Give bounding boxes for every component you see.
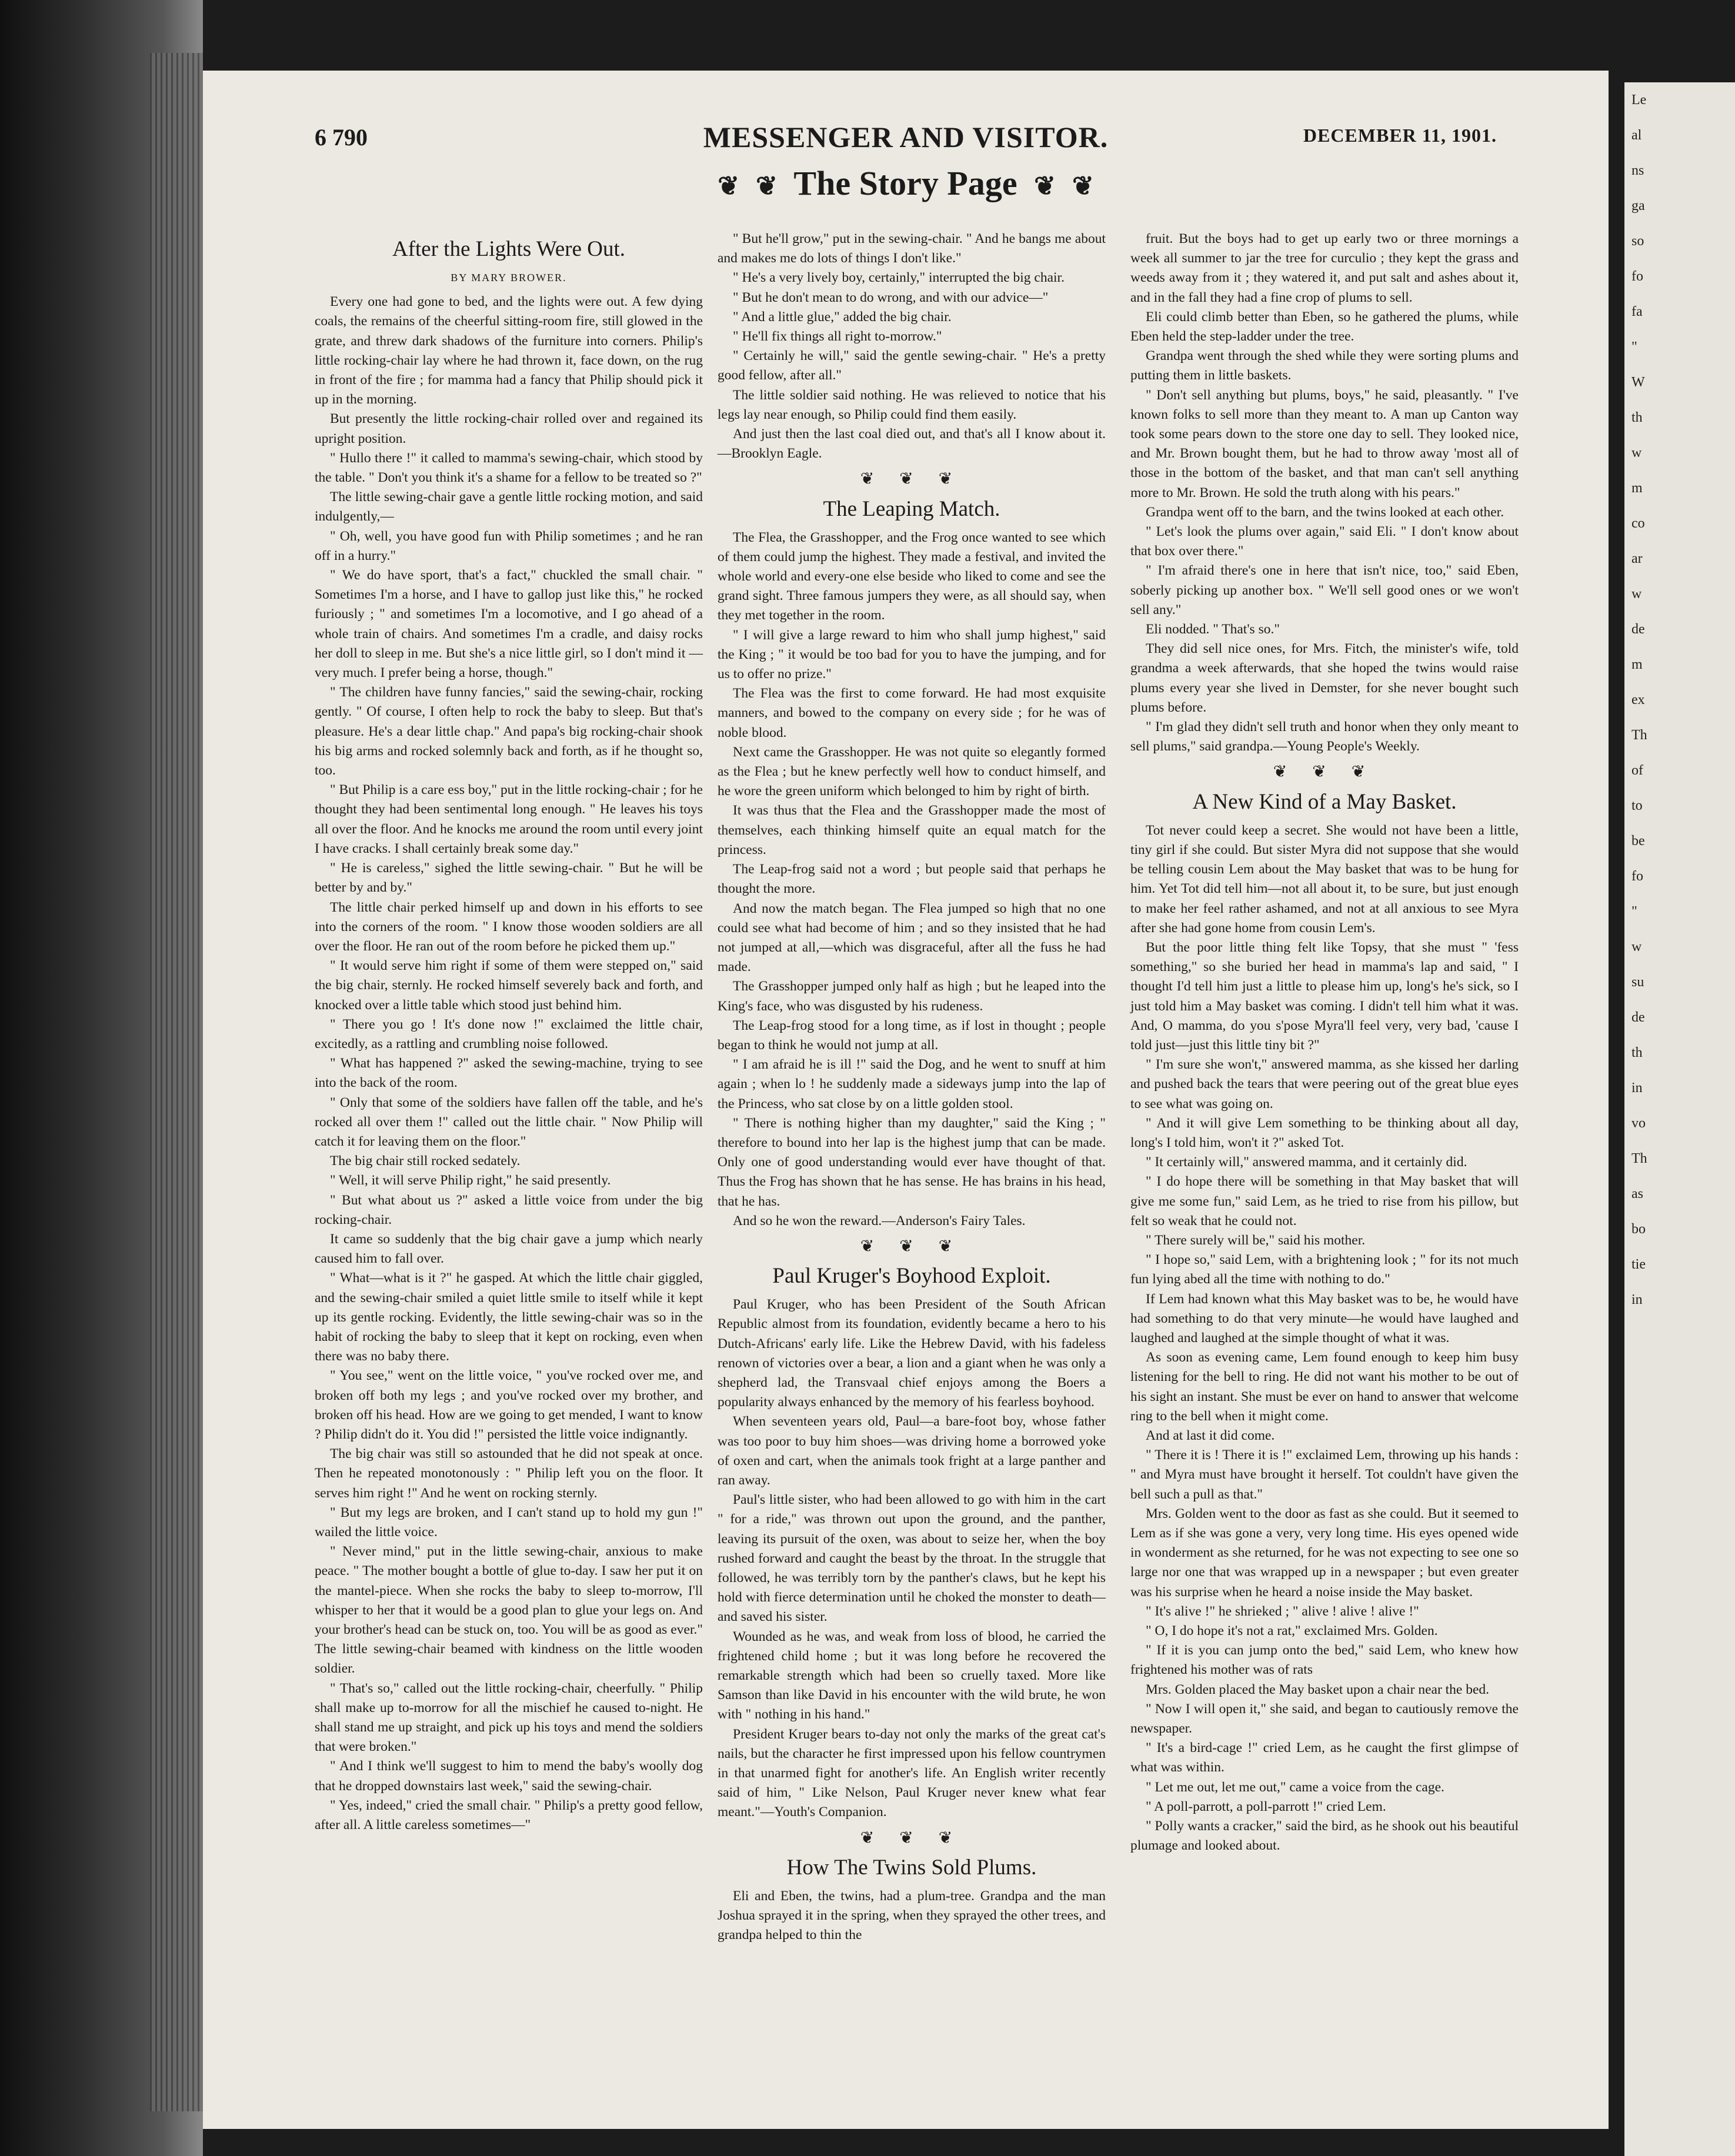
article-paragraph: The big chair was still so astounded that he did not speak at once. Then he repeated monotonously : " Philip left you on the floor. It serves him right !" And he went on rocking sternly.: [315, 1446, 703, 1501]
adjacent-page-fragment: al: [1631, 128, 1642, 143]
article-separator: ❦ ❦ ❦: [1273, 763, 1376, 782]
article-paragraph: The Leap-frog said not a word ; but people said that perhaps he thought the more.: [718, 862, 1106, 897]
article-byline: BY MARY BROWER.: [451, 272, 567, 283]
article-paragraph: " He is careless," sighed the little sewing-chair. " But he will be better by and by.": [315, 860, 703, 896]
binding-edge: [150, 53, 203, 2111]
section-title-row: [203, 163, 1609, 203]
article-paragraph: Mrs. Golden went to the door as fast as she could. But it seemed to Lem as if she was gone a very, very long time. His eyes opened wide in wonderment as she returned, for he was not expecting to see one so large nor one that was wrapped up in a newspaper ; but even greater was his surprise when he heard a noise inside the May basket.: [1130, 1506, 1519, 1600]
article-paragraph: " There is nothing higher than my daughter," said the King ; " therefore to bound into her lap is the highest jump that can be made. Only one of good understanding would ever have thought of that. Thus the Frog has shown that he has sense. He has brains in his head, that he has.: [718, 1115, 1106, 1209]
article-paragraph: But the poor little thing felt like Topsy, that she must " 'fess something," so she buried her head in mamma's lap and said, " I thought I'd tell him just a little to please him up, long's he's sick, so I just told him a May basket was coming. I didn't tell him what it was. And, O mamma, do you s'pose Myra'll feel very, very bad, 'cause I told just—just this little tiny bit ?": [1130, 939, 1519, 1053]
article-paragraph: When seventeen years old, Paul—a bare-foot boy, whose father was too poor to buy him shoes—was driving home a borrowed yoke of oxen and cart, when the animals took fright at a large panther and ran away.: [718, 1414, 1106, 1488]
article-paragraph: And now the match began. The Flea jumped so high that no one could see what had become of him ; and so they insisted that he had not jumped at all,—which was disgraceful, after all the fuss he had made.: [718, 900, 1106, 975]
article-paragraph: " He'll fix things all right to-morrow.": [733, 329, 942, 345]
adjacent-page-fragment: th: [1631, 1045, 1643, 1060]
adjacent-page-fragment: vo: [1631, 1116, 1646, 1131]
article-paragraph: " A poll-parrott, a poll-parrott !" cried Lem.: [1146, 1798, 1386, 1814]
article-separator: ❦ ❦ ❦: [860, 1828, 963, 1847]
article-paragraph: The Leap-frog stood for a long time, as if lost in thought ; people began to think he would not jump at all.: [718, 1017, 1106, 1053]
adjacent-page-fragment: in: [1631, 1080, 1643, 1096]
adjacent-page-fragment: ex: [1631, 692, 1645, 707]
article-paragraph: Next came the Grasshopper. He was not quite so elegantly formed as the Flea ; but he knew perfectly well how to conduct himself, and he wore the green uniform which belonged to him by right of birth.: [718, 744, 1106, 799]
article-paragraph: " There you go ! It's done now !" exclaimed the little chair, excitedly, as a rattling and crumbling noise followed.: [315, 1016, 703, 1052]
article-paragraph: But presently the little rocking-chair rolled over and regained its upright position.: [315, 411, 703, 446]
article-paragraph: " I'm sure she won't," answered mamma, as she kissed her darling and pushed back the tears that were peering out of the great blue eyes to see what was going on.: [1130, 1057, 1519, 1112]
article-paragraph: Tot never could keep a secret. She would not have been a little, tiny girl if she could. But sister Myra did not suppose that she would be telling cousin Lem about the May basket that was to be hung for him. Yet Tot did tell him—not all about it, to be sure, but just enough to make her feel rather ashamed, and not at all anxious to see Myra after she had gone home from cousin Lem's.: [1130, 822, 1519, 936]
page-number: 6 790: [315, 124, 368, 151]
adjacent-page-fragment: of: [1631, 763, 1643, 778]
column-1: [315, 229, 703, 1835]
article-paragraph: " But what about us ?" asked a little voice from under the big rocking-chair.: [315, 1192, 703, 1227]
article-paragraph: " What has happened ?" asked the sewing-machine, trying to see into the back of the room.: [315, 1056, 703, 1091]
article-paragraph: " O, I do hope it's not a rat," exclaimed Mrs. Golden.: [1146, 1623, 1438, 1639]
article-paragraph: Grandpa went off to the barn, and the twins looked at each other.: [1146, 504, 1504, 520]
adjacent-page-fragment: Th: [1631, 1151, 1647, 1166]
article-title: After the Lights Were Out.: [392, 237, 626, 261]
adjacent-page-fragment: de: [1631, 622, 1645, 637]
adjacent-page-fragment: th: [1631, 410, 1643, 425]
article-paragraph: Eli could climb better than Eben, so he gathered the plums, while Eben held the step-ladder under the tree.: [1130, 309, 1519, 345]
dateline: DECEMBER 11, 1901.: [1303, 125, 1497, 146]
adjacent-page-fragment: fo: [1631, 869, 1643, 884]
adjacent-page-fragment: Th: [1631, 727, 1647, 743]
article-paragraph: Paul Kruger, who has been President of the South African Republic almost from its foundation, evidently became a hero to his Dutch-Africans' early life. Like the Hebrew David, with his fadeless renown of victories over a bear, a lion and a giant when he was only a shepherd lad, the Transvaal chief enjoys among the Boers a popularity always enhanced by the memory of his fearless boyhood.: [718, 1297, 1106, 1410]
article-paragraph: " We do have sport, that's a fact," chuckled the small chair. " Sometimes I'm a horse, and I have to gallop just like this," he rocked furiously ; " and sometimes I'm a locomotive, and I go ahead of a whole train of chairs. And sometimes I'm a cradle, and daisy rocks her doll to sleep in me. But she's a nice little girl, so I don't mind it —very much. I prefer being a horse, though.": [315, 568, 703, 681]
adjacent-page-fragment: as: [1631, 1186, 1643, 1202]
column-2: [718, 229, 1106, 1945]
article-paragraph: " Let me out, let me out," came a voice from the cage.: [1146, 1779, 1444, 1795]
adjacent-page-edge: [1624, 82, 1735, 2156]
adjacent-page-fragment: tie: [1631, 1257, 1646, 1272]
article-paragraph: " Yes, indeed," cried the small chair. " Philip's a pretty good fellow, after all. A little careless sometimes—": [315, 1797, 703, 1833]
article-paragraph: " Hullo there !" it called to mamma's sewing-chair, which stood by the table. " Don't you think it's a shame for a fellow to be treated so ?": [315, 450, 703, 486]
article-paragraph: fruit. But the boys had to get up early two or three mornings a week all summer to jar the tree for curculio ; they kept the grass and weeds away from it ; they watered it, and put salt and ashes about it, and in the fall they had a fine crop of plums to sell.: [1130, 231, 1519, 305]
article-paragraph: The Grasshopper jumped only half as high ; but he leaped into the King's face, who was disgusted by his rudeness.: [718, 979, 1106, 1014]
adjacent-page-fragment: ar: [1631, 551, 1643, 566]
article-paragraph: " The children have funny fancies," said the sewing-chair, rocking gently. " Of course, I often help to rock the baby to sleep. But that's pleasure. He's a dear little chap." And papa's big rocking-chair shook his big arms and rocked solemnly back and forth, as if he thought so, too.: [315, 685, 703, 779]
adjacent-page-fragment: w: [1631, 445, 1642, 460]
article-paragraph: " Never mind," put in the little sewing-chair, anxious to make peace. " The mother bought a bottle of glue to-day. I saw her put it on the mantel-piece. When she rocks the baby to sleep to-morrow, I'll whisper to her that it would be a good plan to glue your legs on. And your brother's head can be stuck on, too. You will be as good as ever." The little sewing-chair beamed with kindness on the little wooden soldier.: [315, 1544, 703, 1677]
article-paragraph: " What—what is it ?" he gasped. At which the little chair giggled, and the sewing-chair smiled a quiet little smile to itself while it kept up its gentle rocking. Evidently, the little sewing-chair was so in the habit of rocking the baby to sleep that it kept on rocking, even when there was no baby there.: [315, 1270, 703, 1364]
article-paragraph: They did sell nice ones, for Mrs. Fitch, the minister's wife, told grandma a week afterwards, that she hoped the twins would raise plums every year she lived in Demster, for she never bought such plums before.: [1130, 641, 1519, 715]
ornament-icon: ❦: [718, 172, 740, 201]
adjacent-page-fragment: W: [1631, 375, 1645, 390]
article-paragraph: The Flea was the first to come forward. He had most exquisite manners, and bowed to the company on every side ; for he was of noble blood.: [718, 686, 1106, 740]
article-paragraph: Every one had gone to bed, and the lights were out. A few dying coals, the remains of the cheerful sitting-room fire, still glowed in the grate, and threw dark shadows of the furniture into corners. Philip's little rocking-chair lay where he had thrown it, face down, on the rug in front of the fire ; for mamma had a fancy that Philip should pick it up in the morning.: [315, 294, 703, 408]
article-paragraph: As soon as evening came, Lem found enough to keep him busy listening for the bell to ring. He did not want his mother to be out of his sight an instant. She must be ever on hand to answer that welcome ring to the bell when it might come.: [1130, 1350, 1519, 1424]
article-title: A New Kind of a May Basket.: [1192, 789, 1457, 814]
adjacent-page-fragment: in: [1631, 1292, 1643, 1307]
adjacent-page-fragment: Le: [1631, 92, 1647, 108]
article-title: Paul Kruger's Boyhood Exploit.: [772, 1264, 1051, 1289]
article-paragraph: " Well, it will serve Philip right," he said presently.: [330, 1173, 611, 1189]
article-paragraph: It came so suddenly that the big chair gave a jump which nearly caused him to fall over.: [315, 1231, 703, 1267]
article-paragraph: President Kruger bears to-day not only the marks of the great cat's nails, but the character he first impressed upon his fellow countrymen in that unarmed fight for another's life. An English writer recently said of him, " Like Nelson, Paul Kruger never knew what fear meant."—Youth's Companion.: [718, 1726, 1106, 1820]
article-paragraph: The Flea, the Grasshopper, and the Frog once wanted to see which of them could jump the highest. They made a festival, and invited the whole world and every-one else beside who liked to come and see the grand sight. Three famous jumpers they were, as all should say, when they met together in the room.: [718, 529, 1106, 623]
article-paragraph: " I'm glad they didn't sell truth and honor when they only meant to sell plums," said grandpa.—Young People's Weekly.: [1130, 719, 1519, 755]
article-paragraph: " But he'll grow," put in the sewing-chair. " And he bangs me about and makes me do lots of things I don't like.": [718, 231, 1106, 266]
article-paragraph: And at last it did come.: [1146, 1427, 1275, 1443]
article-paragraph: " It's a bird-cage !" cried Lem, as he caught the first glimpse of what was within.: [1130, 1740, 1519, 1775]
article-paragraph: " I'm afraid there's one in here that isn't nice, too," said Eben, soberly picking up another box. " We'll sell good ones or we won't sell any.": [1130, 563, 1519, 618]
article-paragraph: The little soldier said nothing. He was relieved to notice that his legs lay near enough, so Philip could find them easily.: [718, 387, 1106, 422]
masthead: MESSENGER AND VISITOR.: [703, 121, 1109, 153]
article-paragraph: " But Philip is a care ess boy," put in the little rocking-chair ; for he thought they had been sentimental long enough. " He leaves his toys all over the floor. And he knocks me around the room until every joint I have cracks. I shall certainly break some day.": [315, 782, 703, 856]
article-paragraph: " It would serve him right if some of them were stepped on," said the big chair, sternly. He rocked himself severely back and forth, and knocked over a little table which stood just behind him.: [315, 958, 703, 1013]
ornament-icon: ❦: [756, 172, 778, 201]
article-paragraph: " And a little glue," added the big chair.: [733, 309, 952, 325]
article-paragraph: The little sewing-chair gave a gentle little rocking motion, and said indulgently,—: [315, 489, 703, 525]
adjacent-page-fragment: m: [1631, 480, 1643, 496]
section-title: The Story Page: [793, 164, 1017, 202]
adjacent-page-fragment: so: [1631, 233, 1644, 249]
article-paragraph: Grandpa went through the shed while they were sorting plums and putting them in little baskets.: [1130, 348, 1519, 383]
article-title: The Leaping Match.: [823, 496, 1000, 521]
adjacent-page-fragment: fo: [1631, 269, 1643, 284]
article-paragraph: " It certainly will," answered mamma, and it certainly did.: [1146, 1154, 1467, 1170]
ornament-icon: ❦: [1034, 172, 1056, 201]
article-paragraph: " Certainly he will," said the gentle sewing-chair. " He's a pretty good fellow, after all.": [718, 348, 1106, 383]
article-title: How The Twins Sold Plums.: [786, 1855, 1037, 1880]
adjacent-page-fragment: ga: [1631, 198, 1645, 213]
adjacent-page-fragment: fa: [1631, 304, 1643, 319]
article-paragraph: If Lem had known what this May basket was to be, he would have had something to do that very minute—he would have laughed and laughed and laughed at the simple thought of what it was.: [1130, 1291, 1519, 1346]
article-paragraph: The big chair still rocked sedately.: [330, 1153, 520, 1169]
article-paragraph: It was thus that the Flea and the Grasshopper made the most of themselves, each thinking himself quite an equal match for the princess.: [718, 803, 1106, 857]
adjacent-page-fragment: bo: [1631, 1221, 1646, 1237]
article-separator: ❦ ❦ ❦: [860, 1237, 963, 1256]
newspaper-page: [203, 71, 1609, 2129]
adjacent-page-fragment: w: [1631, 939, 1642, 954]
adjacent-page-fragment: co: [1631, 516, 1645, 531]
article-paragraph: " And I think we'll suggest to him to mend the baby's woolly dog that he dropped downstairs last week," said the sewing-chair.: [315, 1758, 703, 1794]
article-paragraph: " I hope so," said Lem, with a brightening look ; " for its not much fun lying abed all the time with nothing to do.": [1130, 1252, 1519, 1287]
article-paragraph: " But he don't mean to do wrong, and with our advice—": [733, 289, 1049, 305]
adjacent-page-fragment: ": [1631, 339, 1637, 355]
article-paragraph: Mrs. Golden placed the May basket upon a chair near the bed.: [1146, 1681, 1490, 1697]
article-paragraph: Eli and Eben, the twins, had a plum-tree. Grandpa and the man Joshua sprayed it in the spring, when they sprayed the other trees, and grandpa helped to thin the: [718, 1888, 1106, 1943]
article-paragraph: " I do hope there will be something in that May basket that will give me some fun," said Lem, as he tried to rise from his pillow, but felt so weak that he could not.: [1130, 1174, 1519, 1229]
article-paragraph: " I will give a large reward to him who shall jump highest," said the King ; " it would be too bad for you to have the jumping, and for us to offer no prize.": [718, 627, 1106, 682]
adjacent-page-fragment: to: [1631, 798, 1643, 813]
article-paragraph: " Oh, well, you have good fun with Philip sometimes ; and he ran off in a hurry.": [315, 528, 703, 563]
article-paragraph: " You see," went on the little voice, " you've rocked over me, and broken off both my legs ; and you've rocked over my brother, and broken off his head. How are we going to get mended, I want to know ? Philip didn't do it. You did !" persisted the little voice indignantly.: [315, 1368, 703, 1442]
adjacent-page-fragment: de: [1631, 1010, 1645, 1025]
article-separator: ❦ ❦ ❦: [860, 470, 963, 489]
article-paragraph: " And it will give Lem something to be thinking about all day, long's I told him, won't it ?" asked Tot.: [1130, 1115, 1519, 1150]
article-paragraph: " There it is ! There it is !" exclaimed Lem, throwing up his hands : " and Myra must have brought it herself. Tot couldn't have given the bell such a pull as that.": [1130, 1447, 1519, 1502]
adjacent-page-fragment: be: [1631, 833, 1645, 849]
article-paragraph: " If it is you can jump onto the bed," said Lem, who knew how frightened his mother was of rats: [1130, 1643, 1519, 1678]
adjacent-page-fragment: ns: [1631, 163, 1644, 178]
article-paragraph: " That's so," called out the little rocking-chair, cheerfully. " Philip shall make up to-morrow for all the mischief he caused to-night. He shall stand me up straight, and pick up his toys and mend the soldiers that were broken.": [315, 1680, 703, 1755]
article-paragraph: The little chair perked himself up and down in his efforts to see into the corners of the room. " I know those wooden soldiers are all over the floor. He ran out of the room before he picked them up.": [315, 899, 703, 954]
article-paragraph: " There surely will be," said his mother.: [1146, 1232, 1366, 1248]
article-paragraph: Wounded as he was, and weak from loss of blood, he carried the frightened child home ; but it was long before he recovered the remarkable strength which had been so cruelly taxed. More like Samson than like David in his encounter with the wild brute, he won with " nothing in his hand.": [718, 1628, 1106, 1723]
adjacent-page-fragment: w: [1631, 586, 1642, 602]
article-paragraph: And so he won the reward.—Anderson's Fairy Tales.: [733, 1213, 1026, 1229]
page-header: [203, 71, 1609, 153]
adjacent-page-fragment: su: [1631, 974, 1644, 990]
adjacent-page-fragment: m: [1631, 657, 1643, 672]
article-paragraph: " I am afraid he is ill !" said the Dog, and he went to snuff at him again ; when lo ! he suddenly made a sideways jump into the lap of the Princess, who sat close by on a little golden stool.: [718, 1057, 1106, 1112]
article-paragraph: " Polly wants a cracker," said the bird, as he shook out his beautiful plumage and looked about.: [1130, 1818, 1519, 1854]
article-paragraph: " Only that some of the soldiers have fallen off the table, and he's rocked all over them !" called out the little chair. " Now Philip will catch it for leaving them on the floor.": [315, 1094, 703, 1149]
article-paragraph: " Don't sell anything but plums, boys," he said, pleasantly. " I've known folks to sell more than they meant to. A man up Canton way took some pears down to the store one day to sell. They looked nice, and Mr. Brown bought them, but he had to throw away 'most all of those in the bottom of the basket, and that man can't sell anything more to Mr. Brown. He sold the truth along with his pears.": [1130, 387, 1519, 500]
column-3: [1130, 229, 1519, 1855]
adjacent-page-fragment: ": [1631, 904, 1637, 919]
article-paragraph: " He's a very lively boy, certainly," interrupted the big chair.: [733, 270, 1065, 286]
article-paragraph: Eli nodded. " That's so.": [1146, 622, 1280, 638]
article-paragraph: " Let's look the plums over again," said Eli. " I don't know about that box over there.": [1130, 524, 1519, 559]
article-paragraph: And just then the last coal died out, and that's all I know about it.—Brooklyn Eagle.: [718, 426, 1106, 462]
article-paragraph: " Now I will open it," she said, and began to cautiously remove the newspaper.: [1130, 1701, 1519, 1737]
ornament-icon: ❦: [1072, 172, 1094, 201]
article-paragraph: " It's alive !" he shrieked ; " alive ! alive ! alive !": [1146, 1603, 1419, 1619]
article-paragraph: Paul's little sister, who had been allowed to go with him in the cart " for a ride," was thrown out upon the ground, and the panther, leaving its pursuit of the oxen, was about to seize her, when the boy rushed forward and caught the beast by the throat. In the struggle that followed, he was terribly torn by the panther's claws, but he kept his hold with fierce determination until he choked the monster to death—and saved his sister.: [718, 1492, 1106, 1625]
article-paragraph: " But my legs are broken, and I can't stand up to hold my gun !" wailed the little voice.: [315, 1504, 703, 1540]
